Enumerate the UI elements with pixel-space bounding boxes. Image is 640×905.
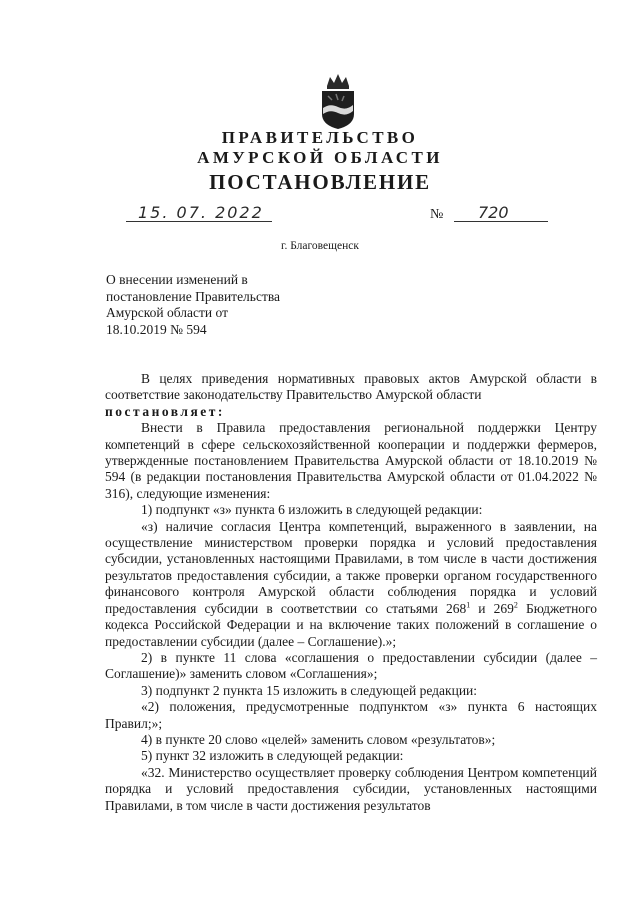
intro-paragraph: В целях приведения нормативных правовых актов Амурской области в соответствие законодательству Правительство Амурской области — [105, 371, 597, 403]
subject-line: О внесении изменений в — [106, 272, 248, 287]
paragraph: 5) пункт 32 изложить в следующей редакции: — [141, 748, 404, 764]
resolves-word: постановляет: — [105, 403, 225, 419]
number-label: № — [430, 207, 444, 222]
subject-line: постановление Правительства — [106, 288, 281, 304]
document-subject — [106, 272, 280, 338]
number-underline — [454, 221, 548, 222]
paragraph-text: и 269 — [470, 600, 514, 616]
org-name-line2: АМУРСКОЙ ОБЛАСТИ — [197, 148, 443, 167]
document-type: ПОСТАНОВЛЕНИЕ — [209, 170, 431, 194]
paragraph — [105, 519, 597, 650]
document-date: 15. 07. 2022 — [138, 203, 264, 222]
subject-line: 18.10.2019 № 594 — [106, 321, 207, 337]
paragraph: Внести в Правила предоставления региональной поддержки Центру компетенций в сфере сельскохозяйственной кооперации и поддержки фермеров, утвержденные постановлением Правительства Амурской области от 18.10.2019 № 594 (в редакции постановления Правительства Амурской области от 01.04.2022 № 316), следующие изменения: — [105, 420, 597, 501]
paragraph: 3) подпункт 2 пункта 15 изложить в следующей редакции: — [141, 682, 478, 698]
paragraph-text: «з) наличие согласия Центра компетенций, выраженного в заявлении, на осуществление министерством проверки порядка и условий предоставления субсидии, установленных настоящими Правилами, в том числе в части достижения результатов предоставления субсидии, а также проверки органом государственного финансового контроля Амурской области соблюдения порядка и условий предоставления субсидии в соответствии со статьями 268 — [105, 518, 597, 616]
coat-of-arms-icon — [318, 72, 358, 130]
document-body — [105, 371, 597, 814]
subject-line: Амурской области от — [106, 305, 228, 320]
paragraph: «32. Министерство осуществляет проверку соблюдения Центром компетенций порядка и условий предоставления субсидии, установленных настоящими Правилами, в том числе в части достижения результатов — [105, 764, 597, 813]
superscript: 2 — [513, 600, 518, 610]
paragraph: 4) в пункте 20 слово «целей» заменить словом «результатов»; — [141, 731, 496, 747]
paragraph: 1) подпункт «з» пункта 6 изложить в следующей редакции: — [141, 502, 483, 518]
paragraph: 2) в пункте 11 слова «соглашения о предоставлении субсидии (далее – Соглашение)» заменить словом «Соглашения»; — [105, 649, 597, 682]
org-name-line1: ПРАВИТЕЛЬСТВО — [221, 128, 419, 147]
paragraph-text: Бюджетного кодекса Российской Федерации и на включение таких положений в соглашение о предоставлении субсидии (далее – Соглашение).»; — [105, 600, 598, 649]
superscript: 1 — [466, 600, 471, 610]
city: г. Благовещенск — [281, 240, 359, 252]
date-underline — [126, 221, 272, 222]
document-number: 720 — [478, 203, 509, 222]
paragraph: «2) положения, предусмотренные подпунктом «з» пункта 6 настоящих Правил;»; — [105, 699, 597, 731]
